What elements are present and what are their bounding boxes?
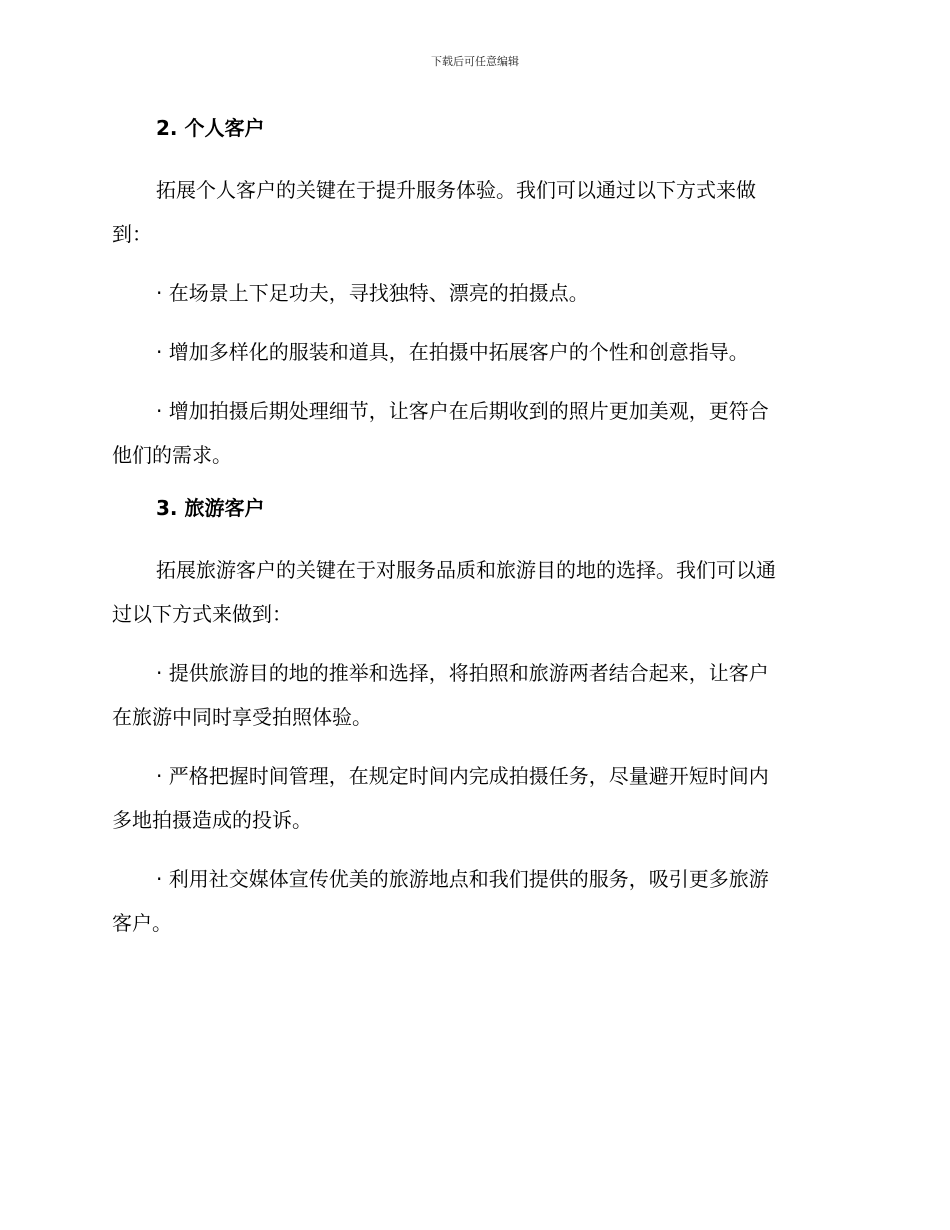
text-line: 拓展旅游客户的关键在于对服务品质和旅游目的地的选择。我们可以通 <box>156 558 776 582</box>
section-intro-paragraph <box>112 168 832 256</box>
text-line: · 提供旅游目的地的推举和选择，将拍照和旅游两者结合起来，让客户 <box>156 661 769 685</box>
bullet-item <box>112 857 832 945</box>
section-intro-paragraph <box>112 548 832 636</box>
section-travel-clients <box>112 492 832 945</box>
bullet-item <box>112 389 832 477</box>
text-line: · 严格把握时间管理，在规定时间内完成拍摄任务，尽量避开短时间内 <box>156 764 769 788</box>
text-line: · 利用社交媒体宣传优美的旅游地点和我们提供的服务，吸引更多旅游 <box>156 867 769 891</box>
text-line: 客户。 <box>112 911 172 935</box>
text-line: · 在场景上下足功夫，寻找独特、漂亮的拍摄点。 <box>156 281 589 305</box>
text-line: · 增加多样化的服装和道具，在拍摄中拓展客户的个性和创意指导。 <box>156 340 749 364</box>
bullet-item <box>112 651 832 739</box>
bullet-item <box>112 271 832 315</box>
bullet-item <box>112 754 832 842</box>
section-heading: 2. 个人客户 <box>156 116 265 140</box>
section-personal-clients <box>112 112 832 477</box>
text-line: 多地拍摄造成的投诉。 <box>112 808 312 832</box>
text-line: 在旅游中同时享受拍照体验。 <box>112 705 372 729</box>
text-line: 他们的需求。 <box>112 443 232 467</box>
text-line: 到： <box>112 222 152 246</box>
page-header: 下载后可任意编辑 <box>431 55 519 68</box>
text-line: · 增加拍摄后期处理细节，让客户在后期收到的照片更加美观，更符合 <box>156 399 769 423</box>
section-heading: 3. 旅游客户 <box>156 496 265 520</box>
document-body <box>112 112 832 945</box>
bullet-item <box>112 330 832 374</box>
text-line: 过以下方式来做到： <box>112 602 292 626</box>
text-line: 拓展个人客户的关键在于提升服务体验。我们可以通过以下方式来做 <box>156 178 756 202</box>
